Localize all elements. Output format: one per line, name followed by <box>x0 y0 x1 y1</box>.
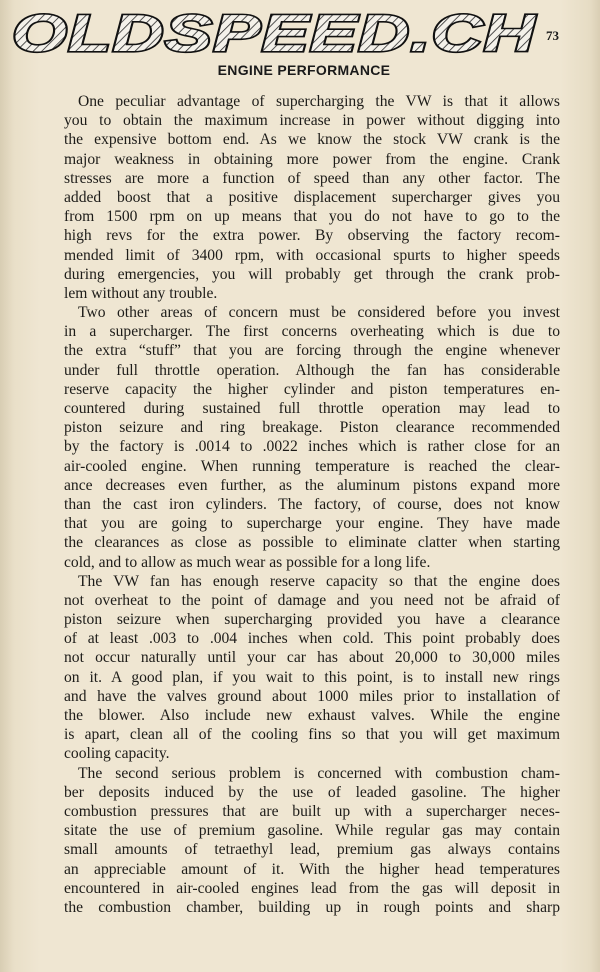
text-line: ber deposits induced by the use of leaded gasoline. The higher <box>64 783 560 801</box>
text-line: One peculiar advantage of supercharging the VW is that it allows <box>78 93 560 110</box>
paragraph <box>64 92 560 303</box>
text-line: The VW fan has enough reserve capacity so that the engine does <box>78 572 560 590</box>
text-line: and have the valves ground about 1000 miles prior to installation of <box>64 687 560 705</box>
text-line: not overheat to the point of damage and you need not be afraid of <box>64 591 560 609</box>
text-line: the combustion chamber, building up in rough points and sharp <box>64 898 560 916</box>
text-line: in a supercharger. The first concerns overheating which is due to <box>64 323 560 341</box>
text-line: you to obtain the maximum increase in power without digging into <box>64 112 560 130</box>
text-line: added boost that a positive displacement supercharger gives you <box>64 188 560 206</box>
text-line: ance decreases even further, as the aluminum pistons expand more <box>64 476 560 494</box>
text-line: not occur naturally until your car has about 20,000 to 30,000 miles <box>64 649 560 667</box>
text-line: countered during sustained full throttle operation may lead to <box>64 400 560 417</box>
text-line: an appreciable amount of it. With the higher head temperatures <box>64 860 560 878</box>
text-line: than the cast iron cylinders. The factory, of course, does not know <box>64 495 560 513</box>
text-line: piston seizure and ring breakage. Piston clearance recommended <box>64 419 560 437</box>
text-line: from 1500 rpm on up means that you do not have to go to the <box>64 208 560 226</box>
text-line: the expensive bottom end. As we know the stock VW crank is the <box>64 131 560 149</box>
text-line: cooling capacity. <box>64 745 170 763</box>
text-line: lem without any trouble. <box>64 284 218 302</box>
text-line: air-cooled engine. When running temperature is reached the clear- <box>64 457 560 475</box>
text-line: the blower. Also include new exhaust valves. While the engine <box>64 707 560 724</box>
oldspeed-banner-logo <box>8 8 540 58</box>
page-number: 73 <box>546 28 559 43</box>
body-text <box>64 92 560 917</box>
section-title: ENGINE PERFORMANCE <box>217 62 391 78</box>
paragraph <box>64 764 560 918</box>
banner-text: OLDSPEED.CH <box>12 8 537 58</box>
paragraph <box>64 572 560 764</box>
paragraph <box>64 303 560 572</box>
text-line: The second serious problem is concerned with combustion cham- <box>78 764 560 782</box>
text-line: piston seizure when supercharging provided you have a clearance <box>64 611 560 629</box>
text-line: on it. A good plan, if you wait to this point, is to install new rings <box>64 668 560 686</box>
text-line: reserve capacity the higher cylinder and piston temperatures en- <box>64 380 560 398</box>
text-line: the extra “stuff” that you are forcing through the engine whenever <box>64 342 560 360</box>
text-line: stresses are more a function of speed than any other factor. The <box>64 169 560 187</box>
text-line: the clearances as close as possible to eliminate clatter when starting <box>64 534 560 552</box>
text-line: during emergencies, you will probably get through the crank prob- <box>64 265 560 283</box>
text-line: is apart, clean all of the cooling fins so that you will get maximum <box>64 726 560 744</box>
text-line: by the factory is .0014 to .0022 inches which is rather close for an <box>64 438 560 456</box>
text-line: Two other areas of concern must be considered before you invest <box>78 304 560 322</box>
text-line: combustion pressures that are built up with a supercharger neces- <box>64 802 560 820</box>
text-line: high revs for the extra power. By observing the factory recom- <box>64 227 560 245</box>
text-line: mended limit of 3400 rpm, with occasional spurts to higher speeds <box>64 246 560 264</box>
text-line: small amounts of tetraethyl lead, premium gas always contains <box>64 841 560 859</box>
text-line: sitate the use of premium gasoline. While regular gas may contain <box>64 822 560 840</box>
text-line: cold, and to allow as much wear as possible for a long life. <box>64 553 431 571</box>
text-line: under full throttle operation. Although the fan has considerable <box>64 361 560 379</box>
text-line: encountered in air-cooled engines lead from the gas will deposit in <box>64 879 560 897</box>
text-line: major weakness in obtaining more power from the engine. Crank <box>64 150 560 168</box>
text-line: of at least .003 to .004 inches when cold. This point probably does <box>64 630 560 648</box>
text-line: that you are going to supercharge your engine. They have made <box>64 515 560 533</box>
